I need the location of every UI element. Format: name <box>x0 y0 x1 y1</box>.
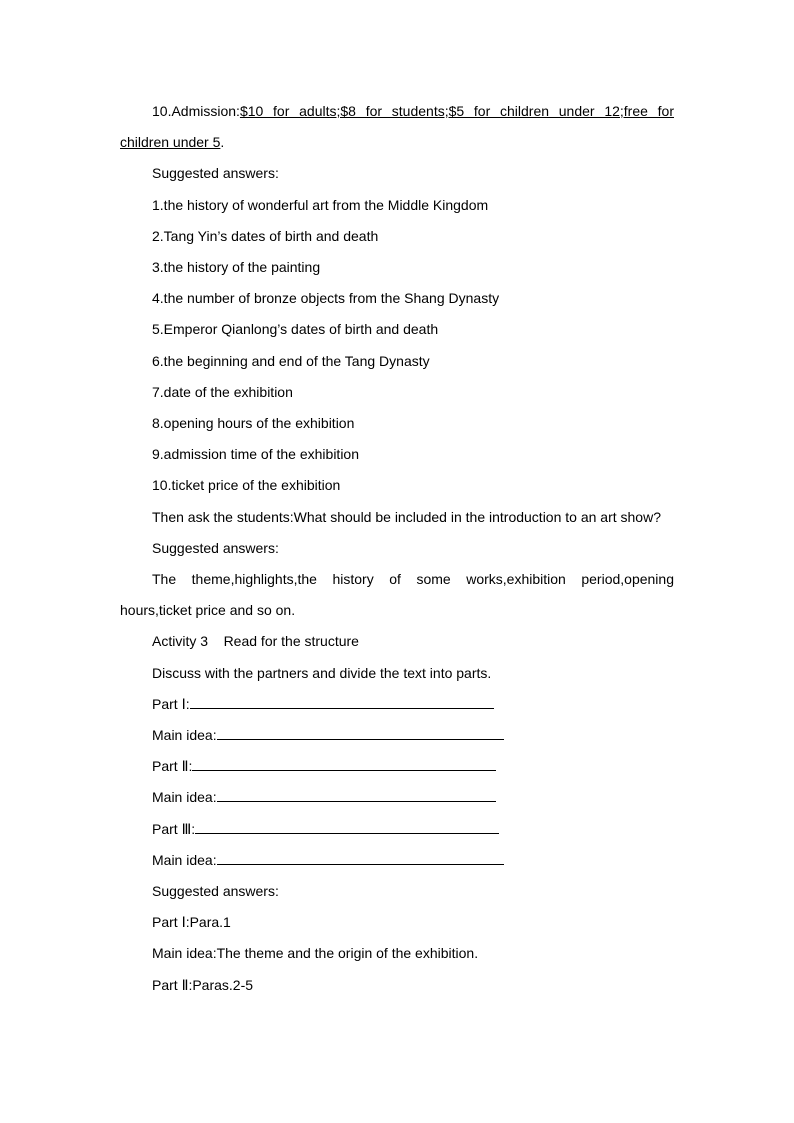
blank-row <box>120 751 674 782</box>
answer-item: Part Ⅱ:Paras.2-5 <box>152 976 254 993</box>
answer-item: 6.the beginning and end of the Tang Dynasty <box>152 352 430 369</box>
blank-label: Main idea: <box>152 851 217 868</box>
activity-instruction: Discuss with the partners and divide the text into parts. <box>152 664 492 681</box>
answer-item: 3.the history of the painting <box>152 259 321 276</box>
blank-row <box>120 814 674 845</box>
blank-label: Main idea: <box>152 727 217 744</box>
fill-blank-line[interactable] <box>192 755 496 771</box>
fill-blank-line[interactable] <box>217 849 504 865</box>
fill-blank-line[interactable] <box>217 786 496 802</box>
answer-item: 8.opening hours of the exhibition <box>152 415 355 432</box>
answer-item: 2.Tang Yin’s dates of birth and death <box>152 227 379 244</box>
fill-blank-line[interactable] <box>217 724 504 740</box>
admission-label: 10.Admission: <box>152 103 240 119</box>
answer-item: 7.date of the exhibition <box>152 383 293 400</box>
blank-row <box>120 845 674 876</box>
blank-label: Part Ⅱ: <box>152 758 193 775</box>
admission-answer: $10 for adults;$8 for students;$5 for children under 12;free for children under 5 <box>120 103 674 151</box>
blank-label: Part Ⅲ: <box>152 820 196 837</box>
question-paragraph: Then ask the students:What should be included in the introduction to an art show? <box>152 508 661 525</box>
admission-period: . <box>220 134 225 151</box>
answer-item: 5.Emperor Qianlong’s dates of birth and death <box>152 321 439 338</box>
fill-blank-line[interactable] <box>190 693 494 709</box>
suggested-answers-heading: Suggested answers: <box>152 883 279 900</box>
answer-item: 1.the history of wonderful art from the Middle Kingdom <box>152 196 489 213</box>
document-body <box>120 96 674 1001</box>
blank-row <box>120 689 674 720</box>
answer-item: 9.admission time of the exhibition <box>152 446 359 463</box>
blank-row <box>120 782 674 813</box>
suggested-answers-heading: Suggested answers: <box>152 165 279 182</box>
answer-item: Part Ⅰ:Para.1 <box>152 914 231 931</box>
blank-row <box>120 720 674 751</box>
suggested-answers-text: The theme,highlights,the history of some works,exhibition period,opening hours,ticket price and so on. <box>120 571 674 619</box>
blank-label: Part Ⅰ: <box>152 695 190 712</box>
answer-item: Main idea:The theme and the origin of the exhibition. <box>152 945 479 962</box>
answer-item: 10.ticket price of the exhibition <box>152 477 341 494</box>
activity-title: Activity 3 Read for the structure <box>152 633 359 650</box>
suggested-answers-heading: Suggested answers: <box>152 539 279 556</box>
admission-paragraph <box>120 96 674 158</box>
fill-blank-line[interactable] <box>195 818 499 834</box>
blank-label: Main idea: <box>152 789 217 806</box>
answer-item: 4.the number of bronze objects from the Shang Dynasty <box>152 290 500 307</box>
